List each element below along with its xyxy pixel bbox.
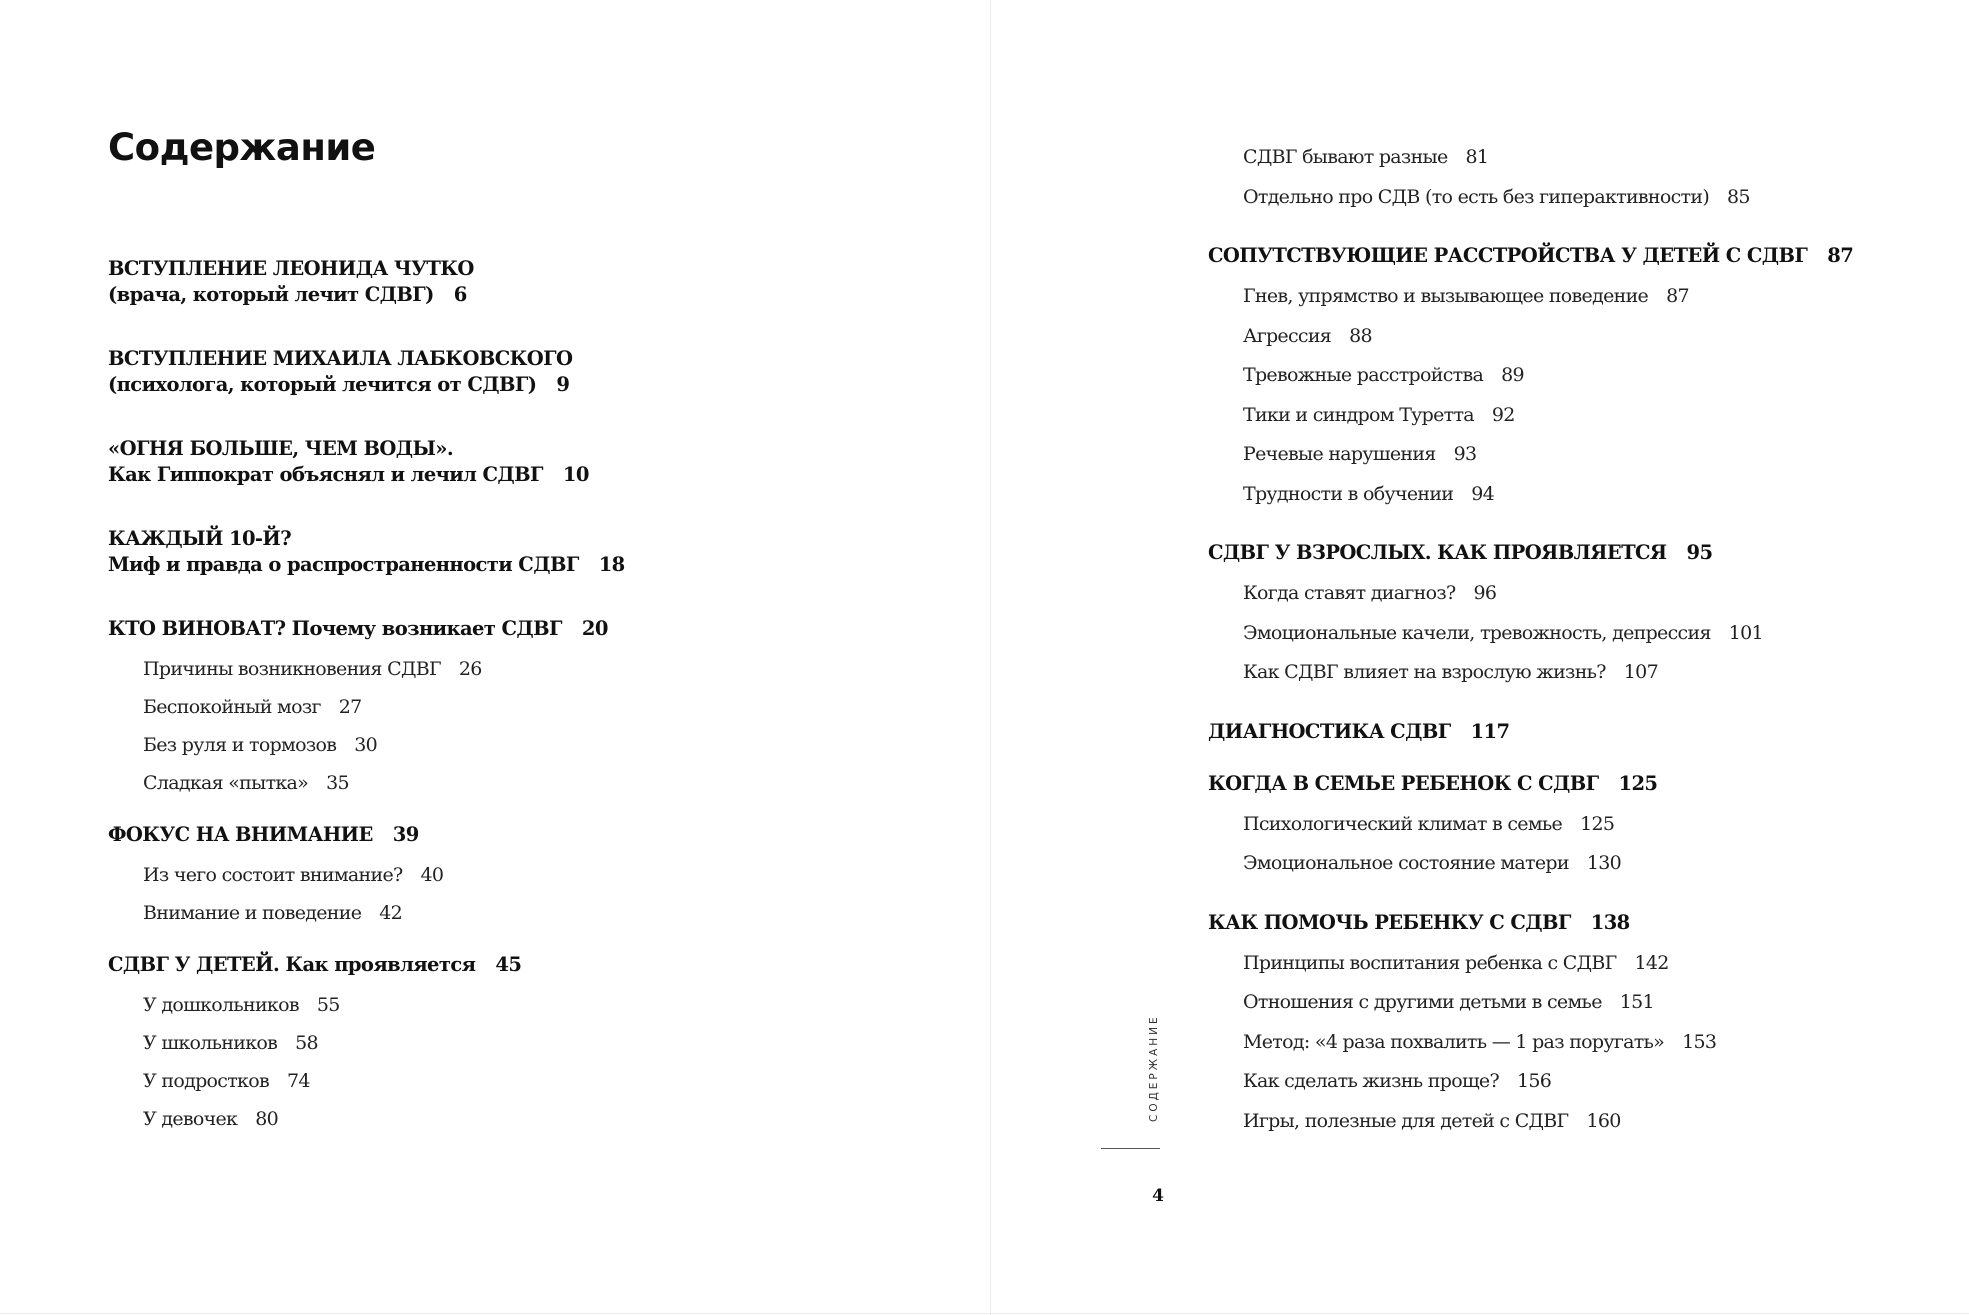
- subsection-title: Как сделать жизнь проще?: [1243, 1070, 1499, 1092]
- toc-subsection: [1208, 435, 1853, 475]
- subsection-page-number: 55: [316, 994, 340, 1016]
- chapter-heading-text: (врача, который лечит СДВГ): [108, 283, 434, 306]
- subsection-title: Гнев, упрямство и вызывающее поведение: [1243, 285, 1649, 307]
- toc-subsection: [108, 986, 625, 1024]
- subsection-title: Сладкая «пытка»: [143, 772, 309, 794]
- subsection-page-number: 40: [420, 864, 444, 886]
- chapter-heading-line: [108, 436, 625, 462]
- chapter-heading-text: КОГДА В СЕМЬЕ РЕБЕНОК С СДВГ: [1208, 771, 1599, 795]
- toc-subsection: [108, 894, 625, 932]
- subsection-list: [1208, 944, 1853, 1142]
- toc-subsection: [108, 1062, 625, 1100]
- chapter-page-number: 87: [1827, 244, 1854, 267]
- subsection-page-number: 42: [379, 902, 403, 924]
- toc-right-column: [1208, 130, 1853, 1141]
- subsection-title: Тревожные расстройства: [1243, 364, 1484, 386]
- subsection-title: Тики и синдром Туретта: [1243, 403, 1474, 426]
- chapter-heading: [108, 436, 625, 488]
- toc-subsection: [1208, 277, 1853, 317]
- toc-subsection: [108, 1100, 625, 1138]
- chapter-page-number: 18: [598, 553, 625, 576]
- subsection-page-number: 27: [338, 696, 362, 718]
- subsection-page-number: 93: [1453, 443, 1477, 465]
- toc-subsection: [1208, 983, 1853, 1023]
- toc-title: Содержание: [108, 126, 376, 169]
- subsection-page-number: 26: [458, 658, 482, 680]
- subsection-list: [1208, 138, 1853, 217]
- chapter-heading-text: КТО ВИНОВАТ? Почему возникает СДВГ: [108, 617, 562, 640]
- chapter-heading-text: «ОГНЯ БОЛЬШЕ, ЧЕМ ВОДЫ».: [108, 437, 454, 460]
- chapter-page-number: 6: [453, 283, 467, 306]
- subsection-title: Эмоциональные качели, тревожность, депрессия: [1243, 621, 1711, 644]
- running-head: СОДЕРЖАНИЕ: [1148, 1014, 1160, 1122]
- toc-subsection: [1208, 396, 1853, 436]
- chapter-heading: [108, 256, 625, 308]
- toc-chapter: [108, 616, 625, 802]
- subsection-title: Принципы воспитания ребенка с СДВГ: [1243, 951, 1617, 974]
- toc-subsection: [1208, 944, 1853, 984]
- chapter-heading-text: ФОКУС НА ВНИМАНИЕ: [108, 823, 373, 846]
- chapter-heading-text: КАК ПОМОЧЬ РЕБЕНКУ С СДВГ: [1208, 910, 1571, 934]
- subsection-title: Трудности в обучении: [1243, 482, 1454, 505]
- chapter-page-number: 10: [562, 463, 589, 486]
- toc-subsection: [1208, 475, 1853, 515]
- chapter-heading-text: (психолога, который лечится от СДВГ): [108, 373, 537, 396]
- chapter-heading: [108, 346, 625, 398]
- chapter-heading: [1208, 910, 1853, 936]
- subsection-list: [108, 650, 625, 802]
- subsection-title: Из чего состоит внимание?: [143, 864, 403, 886]
- subsection-title: Беспокойный мозг: [143, 696, 321, 718]
- subsection-title: Агрессия: [1243, 324, 1332, 347]
- toc-subsection: [1208, 1023, 1853, 1063]
- chapter-page-number: 138: [1590, 910, 1630, 934]
- chapter-heading-line: [1208, 540, 1853, 566]
- toc-subsection: [1208, 844, 1853, 884]
- chapter-heading-text: Как Гиппократ объяснял и лечил СДВГ: [108, 463, 543, 486]
- subsection-page-number: 30: [354, 734, 378, 756]
- subsection-title: Игры, полезные для детей с СДВГ: [1243, 1109, 1569, 1132]
- chapter-heading-text: Миф и правда о распространенности СДВГ: [108, 553, 579, 576]
- subsection-title: Психологический климат в семье: [1243, 812, 1563, 835]
- toc-subsection: [108, 764, 625, 802]
- subsection-page-number: 74: [286, 1070, 310, 1092]
- toc-chapter: [108, 526, 625, 578]
- toc-chapter: [108, 346, 625, 398]
- subsection-title: Речевые нарушения: [1243, 443, 1436, 465]
- subsection-title: Отдельно про СДВ (то есть без гиперактивности): [1243, 185, 1710, 208]
- toc-subsection: [1208, 574, 1853, 614]
- chapter-heading-text: КАЖДЫЙ 10-Й?: [108, 527, 292, 550]
- subsection-page-number: 88: [1349, 324, 1372, 347]
- subsection-list: [1208, 574, 1853, 693]
- toc-subsection: [108, 1024, 625, 1062]
- subsection-page-number: 125: [1580, 812, 1615, 835]
- toc-subsection: [108, 688, 625, 726]
- subsection-page-number: 85: [1727, 185, 1750, 208]
- toc-subsection: [1208, 356, 1853, 396]
- toc-subsection: [108, 650, 625, 688]
- subsection-title: У дошкольников: [143, 994, 299, 1016]
- subsection-page-number: 87: [1666, 285, 1689, 307]
- chapter-heading: [1208, 719, 1853, 745]
- chapter-heading: [1208, 540, 1853, 566]
- subsection-title: СДВГ бывают разные: [1243, 146, 1448, 168]
- continued-subsections: [1208, 138, 1853, 217]
- chapter-heading: [108, 526, 625, 578]
- toc-subsection: [1208, 805, 1853, 845]
- toc-chapter: [1208, 771, 1853, 884]
- chapter-page-number: 117: [1470, 719, 1510, 743]
- chapter-heading-line: [1208, 719, 1853, 745]
- chapter-heading-line: [108, 256, 625, 282]
- subsection-page-number: 81: [1465, 146, 1489, 168]
- subsection-page-number: 160: [1586, 1109, 1621, 1132]
- chapter-heading-line: [1208, 910, 1853, 936]
- subsection-title: У школьников: [143, 1032, 278, 1054]
- chapter-page-number: 95: [1686, 541, 1713, 564]
- subsection-page-number: 35: [326, 772, 349, 794]
- subsection-page-number: 101: [1728, 621, 1763, 644]
- toc-chapter: [1208, 243, 1853, 514]
- toc-chapter: [108, 436, 625, 488]
- chapter-heading-line: [1208, 243, 1853, 269]
- subsection-list: [108, 986, 625, 1138]
- chapter-heading-text: СДВГ У ДЕТЕЙ. Как проявляется: [108, 953, 476, 976]
- subsection-page-number: 89: [1501, 364, 1524, 386]
- toc-chapter: [108, 952, 625, 1138]
- subsection-page-number: 92: [1491, 403, 1515, 426]
- subsection-page-number: 156: [1516, 1070, 1552, 1092]
- toc-chapter: [108, 822, 625, 932]
- chapter-page-number: 20: [581, 617, 608, 640]
- toc-subsection: [1208, 178, 1853, 218]
- subsection-page-number: 130: [1586, 852, 1621, 874]
- toc-left-column: [108, 256, 625, 1158]
- toc-chapter: [1208, 910, 1853, 1142]
- subsection-title: Без руля и тормозов: [143, 734, 337, 756]
- chapter-heading-line: [108, 346, 625, 372]
- toc-subsection: [1208, 1102, 1853, 1142]
- chapter-heading-line: [108, 462, 625, 488]
- subsection-page-number: 142: [1634, 951, 1669, 974]
- subsection-page-number: 96: [1473, 582, 1497, 604]
- toc-chapter: [1208, 540, 1853, 693]
- toc-chapter: [108, 256, 625, 308]
- subsection-page-number: 80: [255, 1108, 279, 1130]
- subsection-page-number: 58: [295, 1032, 318, 1054]
- chapter-heading: [1208, 771, 1853, 797]
- toc-chapter: [1208, 719, 1853, 745]
- chapter-page-number: 39: [392, 823, 419, 846]
- subsection-title: Причины возникновения СДВГ: [143, 658, 441, 680]
- subsection-title: Отношения с другими детьми в семье: [1243, 991, 1602, 1013]
- chapter-heading-text: СОПУТСТВУЮЩИЕ РАССТРОЙСТВА У ДЕТЕЙ С СДВГ: [1208, 244, 1808, 267]
- chapter-heading-line: [108, 616, 625, 642]
- toc-subsection: [1208, 138, 1853, 178]
- chapter-heading-text: ВСТУПЛЕНИЕ МИХАИЛА ЛАБКОВСКОГО: [108, 347, 573, 370]
- subsection-page-number: 107: [1623, 661, 1658, 683]
- subsection-title: Когда ставят диагноз?: [1243, 582, 1456, 604]
- chapter-heading-text: СДВГ У ВЗРОСЛЫХ. КАК ПРОЯВЛЯЕТСЯ: [1208, 541, 1667, 564]
- chapter-page-number: 9: [556, 373, 570, 396]
- chapter-page-number: 45: [495, 953, 522, 976]
- chapter-heading-line: [108, 282, 625, 308]
- chapter-heading-text: ДИАГНОСТИКА СДВГ: [1208, 719, 1451, 743]
- chapter-heading-line: [108, 952, 625, 978]
- subsection-title: У подростков: [143, 1070, 269, 1092]
- subsection-list: [108, 856, 625, 932]
- toc-subsection: [1208, 614, 1853, 654]
- toc-subsection: [1208, 653, 1853, 693]
- subsection-title: Метод: «4 раза похвалить — 1 раз поругать»: [1243, 1030, 1665, 1053]
- chapter-heading: [108, 616, 625, 642]
- chapter-page-number: 125: [1618, 771, 1658, 795]
- page-number: 4: [1152, 1186, 1164, 1206]
- subsection-title: Эмоциональное состояние матери: [1243, 852, 1569, 874]
- chapter-heading-line: [108, 552, 625, 578]
- chapter-heading-text: ВСТУПЛЕНИЕ ЛЕОНИДА ЧУТКО: [108, 257, 474, 280]
- chapter-heading-line: [1208, 771, 1853, 797]
- subsection-page-number: 153: [1682, 1030, 1717, 1053]
- toc-subsection: [1208, 1062, 1853, 1102]
- subsection-list: [1208, 277, 1853, 514]
- toc-subsection: [108, 856, 625, 894]
- chapter-heading-line: [108, 822, 625, 848]
- chapter-heading-line: [108, 372, 625, 398]
- subsection-page-number: 151: [1619, 991, 1654, 1013]
- subsection-title: У девочек: [143, 1108, 238, 1130]
- subsection-page-number: 94: [1471, 482, 1495, 505]
- subsection-title: Как СДВГ влияет на взрослую жизнь?: [1243, 661, 1606, 683]
- chapter-heading: [1208, 243, 1853, 269]
- chapter-heading-line: [108, 526, 625, 552]
- subsection-list: [1208, 805, 1853, 884]
- toc-subsection: [1208, 317, 1853, 357]
- chapter-heading: [108, 952, 625, 978]
- page-bottom-edge: [0, 1313, 1969, 1314]
- toc-subsection: [108, 726, 625, 764]
- running-head-rule: [1101, 1148, 1160, 1149]
- chapter-heading: [108, 822, 625, 848]
- subsection-title: Внимание и поведение: [143, 902, 362, 924]
